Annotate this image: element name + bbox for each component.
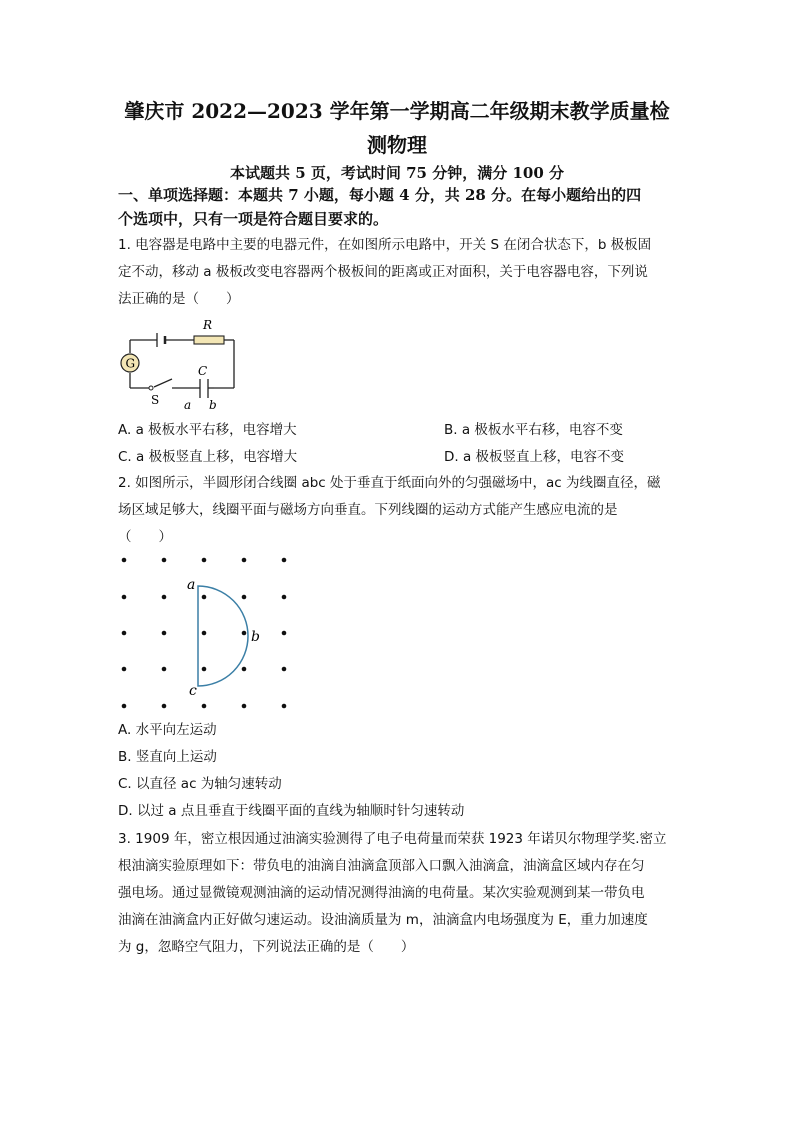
q1-circuit-diagram [110, 312, 250, 416]
label-C: C [198, 364, 208, 378]
coil-label-a: a [187, 577, 196, 593]
switch-contact [149, 386, 153, 390]
label-R: R [203, 318, 213, 332]
q1-option-d: D. a 极板竖直上移，电容不变 [444, 449, 625, 465]
q1-option-c: C. a 极板竖直上移，电容增大 [118, 449, 298, 465]
q1-stem-line2: 定不动，移动 a 极板改变电容器两个极板间的距离或正对面积，关于电容器电容，下列说 [118, 264, 648, 280]
q2-option-c: C. 以直径 ac 为轴匀速转动 [118, 776, 282, 792]
q2-stem-line2: 场区域足够大，线圈平面与磁场方向垂直。下列线圈的运动方式能产生感应电流的是 [118, 502, 618, 518]
q2-option-b: B. 竖直向上运动 [118, 749, 217, 765]
coil-label-c: c [189, 683, 197, 699]
exam-title-line1: 肇庆市 2022—2023 学年第一学期高二年级期末教学质量检 [124, 99, 670, 123]
resistor [194, 336, 224, 344]
section-heading-line1: 一、单项选择题：本题共 7 小题，每小题 4 分，共 28 分。在每小题给出的四 [118, 186, 642, 204]
section-heading-line2: 个选项中，只有一项是符合题目要求的。 [118, 210, 389, 228]
semicircle-coil [198, 586, 248, 686]
q2-option-d: D. 以过 a 点且垂直于线圈平面的直线为轴顺时针匀速转动 [118, 803, 465, 819]
q2-stem-line3: （ ） [118, 529, 172, 545]
q2-stem-line1: 2. 如图所示，半圆形闭合线圈 abc 处于垂直于纸面向外的匀强磁场中，ac 为线圈直径，磁 [118, 475, 661, 491]
label-a: a [184, 398, 192, 412]
exam-title-line2: 测物理 [367, 133, 427, 157]
q1-stem-line1: 1. 电容器是电路中主要的电器元件，在如图所示电路中，开关 S 在闭合状态下，b 极板固 [118, 237, 652, 253]
q2-option-a: A. 水平向左运动 [118, 722, 217, 738]
q1-option-a: A. a 极板水平右移，电容增大 [118, 422, 297, 438]
q3-stem-line4: 油滴在油滴盒内正好做匀速运动。设油滴质量为 m，油滴盒内电场强度为 E，重力加速度 [118, 912, 648, 928]
label-G: G [125, 356, 136, 371]
label-b: b [209, 398, 217, 412]
label-S: S [151, 393, 160, 407]
q1-option-b: B. a 极板水平右移，电容不变 [444, 422, 623, 438]
q3-stem-line1: 3. 1909 年，密立根因通过油滴实验测得了电子电荷量而荣获 1923 年诺贝尔物理学奖.密立 [118, 831, 667, 847]
q3-stem-line3: 强电场。通过显微镜观测油滴的运动情况测得油滴的电荷量。某次实验观测到某一带负电 [118, 885, 645, 901]
exam-subtitle: 本试题共 5 页，考试时间 75 分钟，满分 100 分 [230, 164, 564, 182]
q2-magnetic-field-diagram [110, 550, 300, 720]
q1-stem-line3: 法正确的是（ ） [118, 291, 240, 307]
q3-stem-line2: 根油滴实验原理如下：带负电的油滴自油滴盒顶部入口飘入油滴盒，油滴盒区域内存在匀 [118, 858, 645, 874]
q3-stem-line5: 为 g，忽略空气阻力，下列说法正确的是（ ） [118, 939, 415, 955]
coil-label-b: b [251, 629, 260, 645]
